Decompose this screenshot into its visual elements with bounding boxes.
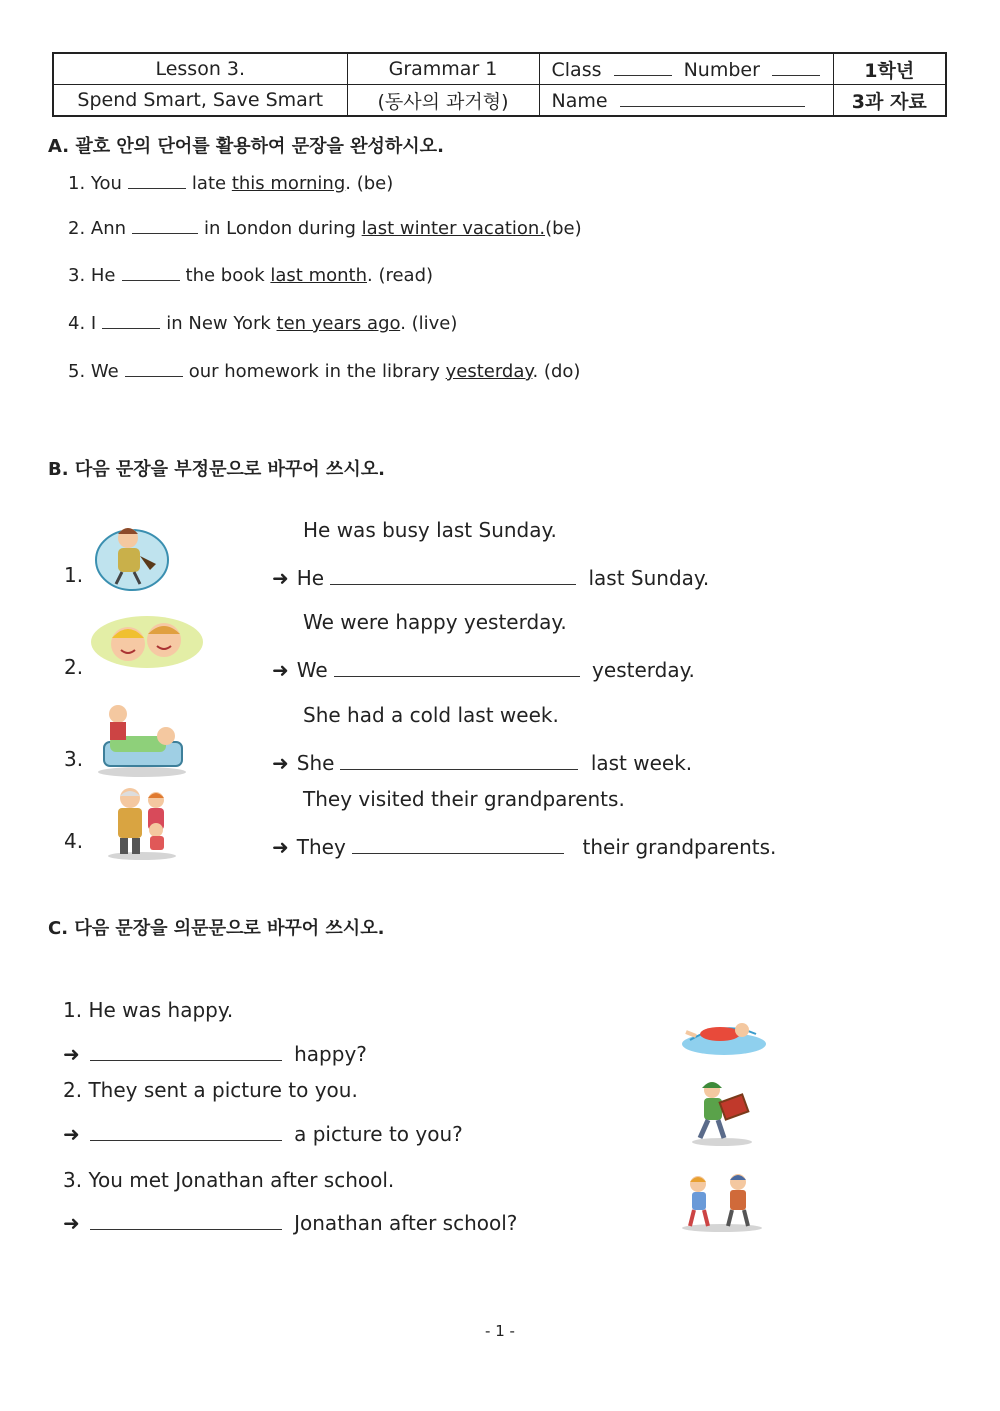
grammar-label: Grammar 1	[347, 53, 539, 85]
b-item-3-number: 3.	[64, 747, 84, 771]
arrow-right-icon: ➜	[272, 751, 289, 775]
a-item-4-middle: in New York	[166, 313, 271, 334]
lesson-number: Lesson 3.	[53, 53, 347, 85]
arrow-right-icon: ➜	[63, 1122, 80, 1146]
b-item-3-blank[interactable]	[340, 751, 578, 770]
a-item-1-time: this morning	[231, 173, 346, 194]
b-item-3-subject: She	[296, 751, 335, 775]
b-item-3-sentence: She had a cold last week.	[303, 703, 559, 727]
class-number-cell	[539, 53, 833, 85]
b-item-1-number: 1.	[64, 563, 84, 587]
lesson-title: Spend Smart, Save Smart	[53, 85, 347, 117]
section-b-title: B. 다음 문장을 부정문으로 바꾸어 쓰시오.	[48, 459, 385, 480]
a-item-1-middle: late	[191, 173, 227, 194]
c-item-3-sentence: 3. You met Jonathan after school.	[63, 1168, 395, 1192]
b-item-4-subject: They	[296, 835, 346, 859]
b-item-4-sentence: They visited their grandparents.	[303, 787, 625, 811]
happy-faces-illustration	[88, 612, 206, 670]
a-item-5-middle: our homework in the library	[188, 361, 440, 382]
a-item-5	[68, 358, 580, 382]
b-item-1-answer	[272, 566, 709, 590]
page-number: - 1 -	[485, 1322, 515, 1340]
a-item-5-time: yesterday	[445, 361, 533, 382]
c-item-1-blank[interactable]	[90, 1042, 282, 1061]
swimmer-illustration	[680, 1012, 768, 1058]
a-item-1-subject: 1. You	[68, 173, 122, 194]
b-item-1-blank[interactable]	[330, 566, 576, 585]
a-item-2-time: last winter vacation.	[361, 218, 546, 239]
b-item-4-blank[interactable]	[352, 835, 564, 854]
grandparents-illustration	[106, 786, 178, 860]
a-item-4-subject: 4. I	[68, 313, 97, 334]
a-item-3-time: last month	[270, 265, 367, 286]
b-item-2-number: 2.	[64, 655, 84, 679]
name-label: Name	[551, 90, 608, 112]
c-item-3-end: Jonathan after school?	[294, 1211, 518, 1235]
a-item-1-blank[interactable]	[128, 170, 186, 189]
b-item-3-answer	[272, 751, 692, 775]
b-item-2-sentence: We were happy yesterday.	[303, 610, 567, 634]
a-item-2	[68, 215, 582, 239]
a-item-2-middle: in London during	[204, 218, 356, 239]
a-item-5-subject: 5. We	[68, 361, 119, 382]
a-item-2-blank[interactable]	[132, 215, 198, 234]
section-a-title: A. 괄호 안의 단어를 활용하여 문장을 완성하시오.	[48, 136, 444, 157]
a-item-4	[68, 310, 457, 334]
arrow-right-icon: ➜	[272, 658, 289, 682]
name-cell	[539, 85, 833, 117]
c-item-2-answer	[63, 1122, 463, 1146]
number-field[interactable]	[772, 57, 820, 76]
kids-meeting-illustration	[680, 1170, 764, 1232]
number-label: Number	[683, 59, 760, 81]
busy-man-illustration	[92, 518, 176, 592]
b-item-4-end: their grandparents.	[582, 835, 777, 859]
c-item-2-sentence: 2. They sent a picture to you.	[63, 1078, 358, 1102]
arrow-right-icon: ➜	[272, 566, 289, 590]
a-item-2-hint: (be)	[545, 218, 582, 239]
a-item-3	[68, 262, 433, 286]
b-item-2-answer	[272, 658, 695, 682]
c-item-3-blank[interactable]	[90, 1211, 282, 1230]
a-item-4-time: ten years ago	[276, 313, 401, 334]
a-item-1-hint: . (be)	[345, 173, 394, 194]
arrow-right-icon: ➜	[63, 1042, 80, 1066]
boy-with-picture-illustration	[688, 1078, 768, 1146]
c-item-3-answer	[63, 1211, 517, 1235]
material-label: 3과 자료	[833, 85, 946, 117]
name-field[interactable]	[620, 88, 805, 107]
c-item-1-end: happy?	[294, 1042, 367, 1066]
sick-in-bed-illustration	[96, 702, 188, 778]
b-item-2-blank[interactable]	[334, 658, 580, 677]
a-item-3-middle: the book	[185, 265, 265, 286]
a-item-3-blank[interactable]	[122, 262, 180, 281]
class-label: Class	[551, 59, 602, 81]
b-item-1-subject: He	[296, 566, 325, 590]
b-item-4-number: 4.	[64, 829, 84, 853]
c-item-2-blank[interactable]	[90, 1122, 282, 1141]
a-item-1	[68, 170, 393, 194]
section-c-title: C. 다음 문장을 의문문으로 바꾸어 쓰시오.	[48, 918, 385, 939]
arrow-right-icon: ➜	[272, 835, 289, 859]
a-item-2-subject: 2. Ann	[68, 218, 127, 239]
b-item-3-end: last week.	[590, 751, 693, 775]
a-item-5-hint: . (do)	[532, 361, 581, 382]
b-item-2-subject: We	[296, 658, 328, 682]
b-item-4-answer	[272, 835, 776, 859]
a-item-3-subject: 3. He	[68, 265, 116, 286]
grade-label: 1학년	[833, 53, 946, 85]
b-item-1-sentence: He was busy last Sunday.	[303, 518, 557, 542]
a-item-3-hint: . (read)	[367, 265, 434, 286]
grammar-subtitle: (동사의 과거형)	[347, 85, 539, 117]
a-item-5-blank[interactable]	[125, 358, 183, 377]
c-item-2-end: a picture to you?	[294, 1122, 463, 1146]
a-item-4-hint: . (live)	[400, 313, 458, 334]
header-table	[52, 52, 947, 117]
a-item-4-blank[interactable]	[102, 310, 160, 329]
b-item-1-end: last Sunday.	[588, 566, 710, 590]
b-item-2-end: yesterday.	[592, 658, 695, 682]
class-field[interactable]	[614, 57, 672, 76]
c-item-1-answer	[63, 1042, 367, 1066]
c-item-1-sentence: 1. He was happy.	[63, 998, 234, 1022]
arrow-right-icon: ➜	[63, 1211, 80, 1235]
